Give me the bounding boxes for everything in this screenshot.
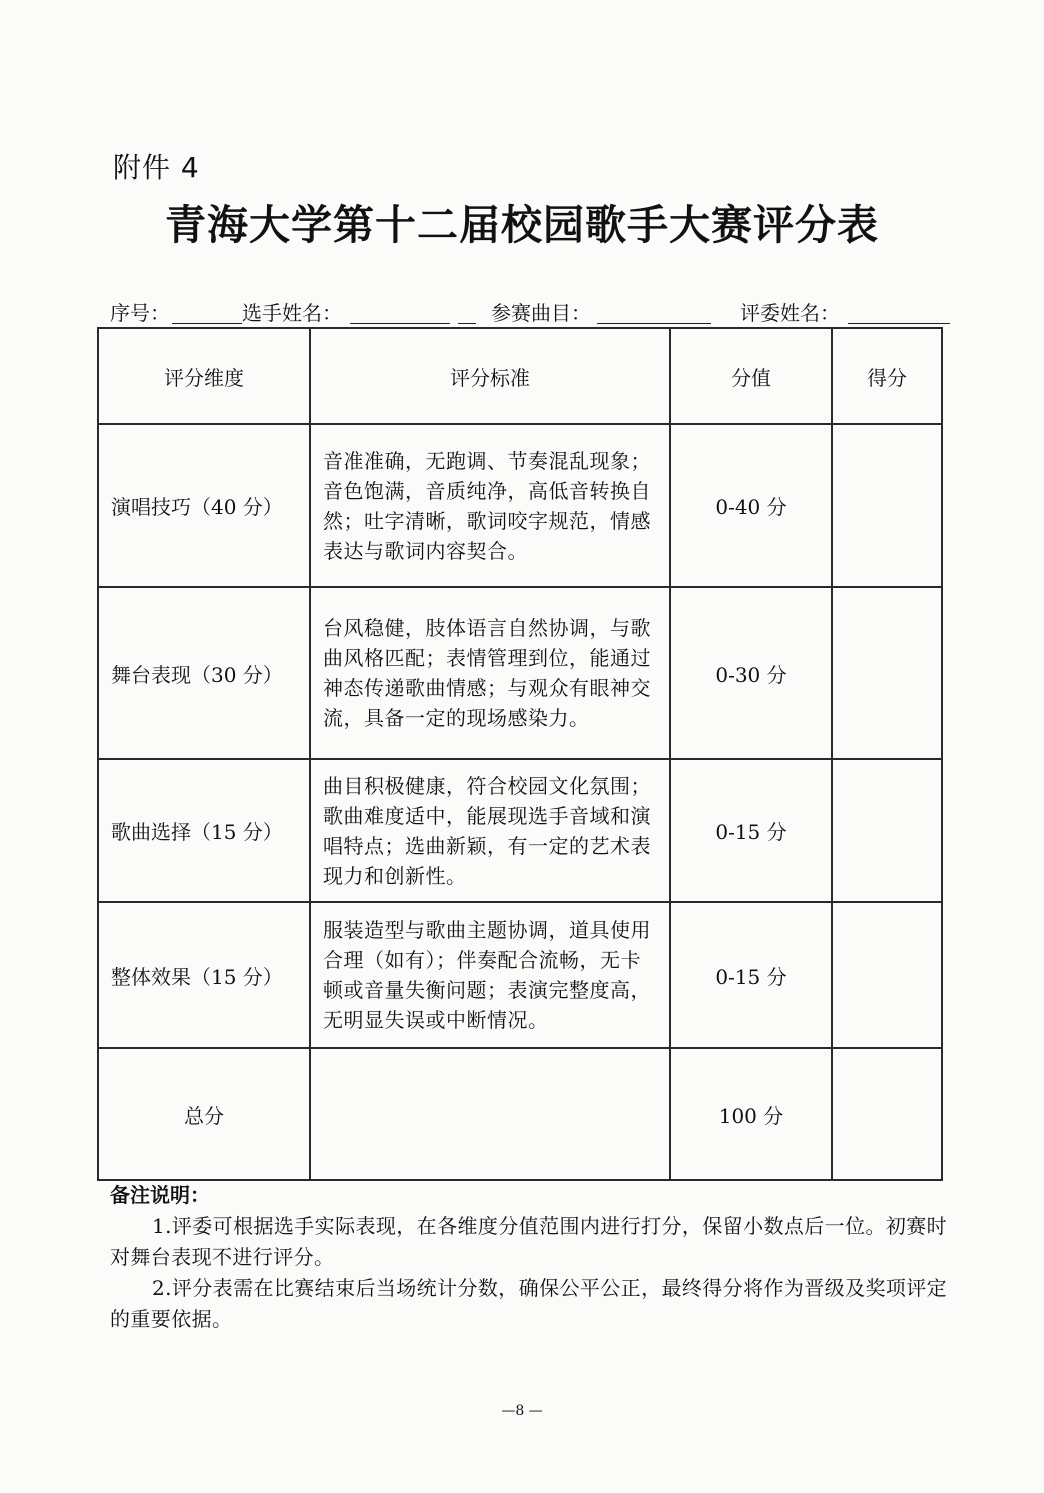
row-dimension: 演唱技巧（40 分） — [98, 424, 310, 587]
header-criteria: 评分标准 — [310, 328, 670, 424]
scoring-table — [97, 327, 943, 1181]
row-score-cell[interactable] — [832, 587, 942, 759]
song-label: 参赛曲目： — [491, 301, 591, 325]
note-item: 1.评委可根据选手实际表现，在各维度分值范围内进行打分，保留小数点后一位。初赛时对舞台表现不进行评分。 — [110, 1214, 948, 1269]
info-fields — [110, 297, 950, 327]
contestant-name-field[interactable] — [350, 323, 450, 324]
contestant-name-field-extra — [458, 323, 476, 324]
seq-label: 序号： — [110, 301, 170, 325]
row-criteria: 曲目积极健康，符合校园文化氛围；歌曲难度适中，能展现选手音域和演唱特点；选曲新颖，有一定的艺术表现力和创新性。 — [310, 759, 670, 902]
contestant-label: 选手姓名： — [242, 301, 342, 325]
total-row — [98, 1048, 942, 1180]
table-row — [98, 587, 942, 759]
row-dimension: 整体效果（15 分） — [98, 902, 310, 1048]
row-dimension: 舞台表现（30 分） — [98, 587, 310, 759]
table-header-row — [98, 328, 942, 424]
song-field[interactable] — [597, 323, 711, 324]
total-label: 总分 — [98, 1048, 310, 1180]
attachment-label: 附件 4 — [113, 151, 200, 184]
row-criteria: 音准准确，无跑调、节奏混乱现象；音色饱满，音质纯净，高低音转换自然；吐字清晰，歌词咬字规范，情感表达与歌词内容契合。 — [310, 424, 670, 587]
row-value: 0-15 分 — [670, 759, 832, 902]
row-value: 0-40 分 — [670, 424, 832, 587]
header-dimension: 评分维度 — [98, 328, 310, 424]
total-criteria — [310, 1048, 670, 1180]
judge-label: 评委姓名： — [740, 301, 840, 325]
row-dimension: 歌曲选择（15 分） — [98, 759, 310, 902]
table-row — [98, 902, 942, 1048]
note-item: 2.评分表需在比赛结束后当场统计分数，确保公平公正，最终得分将作为晋级及奖项评定的重要依据。 — [110, 1276, 948, 1331]
header-value: 分值 — [670, 328, 832, 424]
total-value: 100 分 — [670, 1048, 832, 1180]
notes-heading: 备注说明： — [110, 1183, 210, 1207]
table-row — [98, 759, 942, 902]
row-criteria: 服装造型与歌曲主题协调，道具使用合理（如有）；伴奏配合流畅，无卡顿或音量失衡问题；表演完整度高，无明显失误或中断情况。 — [310, 902, 670, 1048]
table-row — [98, 424, 942, 587]
row-score-cell[interactable] — [832, 424, 942, 587]
notes-section — [110, 1180, 950, 1335]
row-value: 0-30 分 — [670, 587, 832, 759]
page-number: —8 — — [501, 1403, 543, 1419]
page-title: 青海大学第十二届校园歌手大赛评分表 — [165, 201, 879, 249]
row-criteria: 台风稳健，肢体语言自然协调，与歌曲风格匹配；表情管理到位，能通过神态传递歌曲情感；与观众有眼神交流，具备一定的现场感染力。 — [310, 587, 670, 759]
total-score-cell[interactable] — [832, 1048, 942, 1180]
row-score-cell[interactable] — [832, 759, 942, 902]
seq-field[interactable] — [172, 323, 242, 324]
header-score: 得分 — [832, 328, 942, 424]
judge-name-field[interactable] — [848, 323, 950, 324]
row-score-cell[interactable] — [832, 902, 942, 1048]
row-value: 0-15 分 — [670, 902, 832, 1048]
